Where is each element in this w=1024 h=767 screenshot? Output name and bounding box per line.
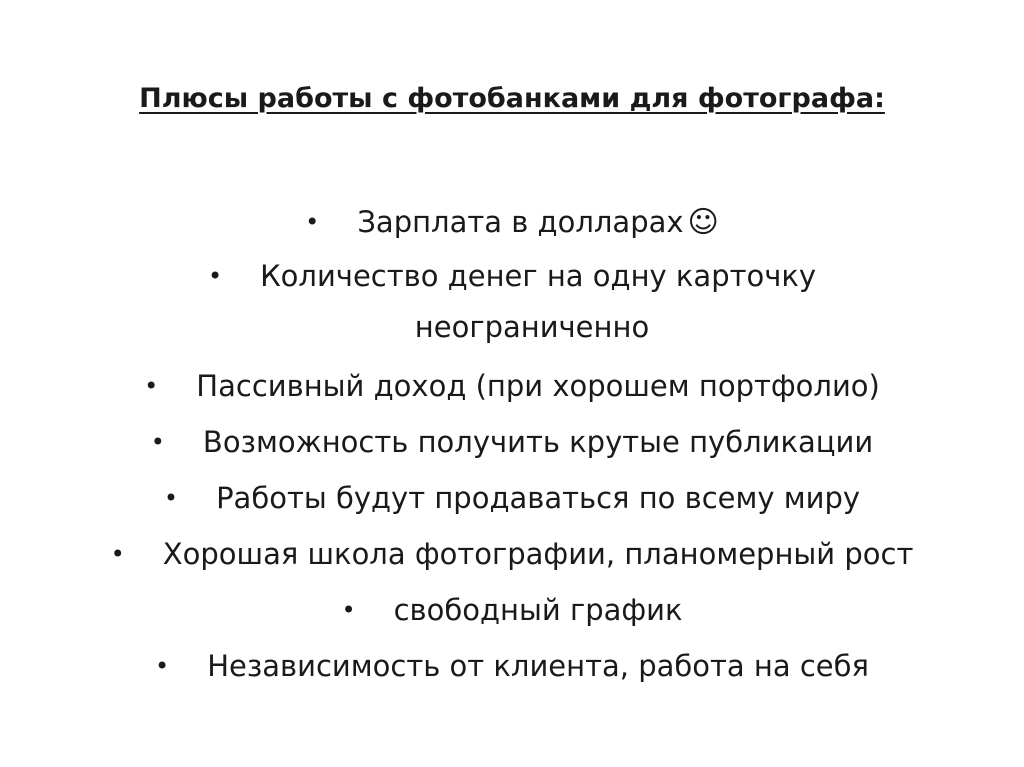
list-item (0, 194, 1024, 251)
list-item-text: Возможность получить крутые публикации (202, 425, 874, 459)
bullet-icon: • (207, 262, 223, 290)
smiley-icon: ☺ (687, 205, 719, 240)
list-item-text: свободный график (393, 593, 683, 627)
list-item-text: Зарплата в долларах (357, 205, 684, 239)
list-item-text: Работы будут продаваться по всему миру (216, 481, 861, 515)
list-item (0, 582, 1024, 638)
bullet-icon: • (163, 484, 179, 512)
list-item (0, 358, 1024, 414)
list-item (0, 251, 1024, 353)
list-item-text: Пассивный доход (при хорошем портфолио) (196, 369, 880, 403)
list-item (0, 470, 1024, 526)
slide-title: Плюсы работы с фотобанками для фотографа: (139, 83, 885, 114)
list-item (0, 638, 1024, 694)
bullet-icon: • (150, 428, 165, 456)
list-item (0, 414, 1024, 470)
bullet-icon: • (305, 208, 320, 236)
list-item-text: Количество денег на одну карточку (260, 259, 817, 293)
bullet-icon: • (341, 596, 356, 624)
list-item (0, 526, 1024, 582)
list-item-text: Хорошая школа фотографии, планомерный рост (162, 537, 914, 571)
list-item-text-continuation: неограниченно (414, 310, 650, 344)
bullet-icon: • (155, 652, 170, 680)
bullet-list (0, 194, 1024, 694)
list-item-text: Независимость от клиента, работа на себя (207, 649, 869, 683)
bullet-icon: • (110, 540, 125, 568)
bullet-icon: • (144, 372, 159, 400)
